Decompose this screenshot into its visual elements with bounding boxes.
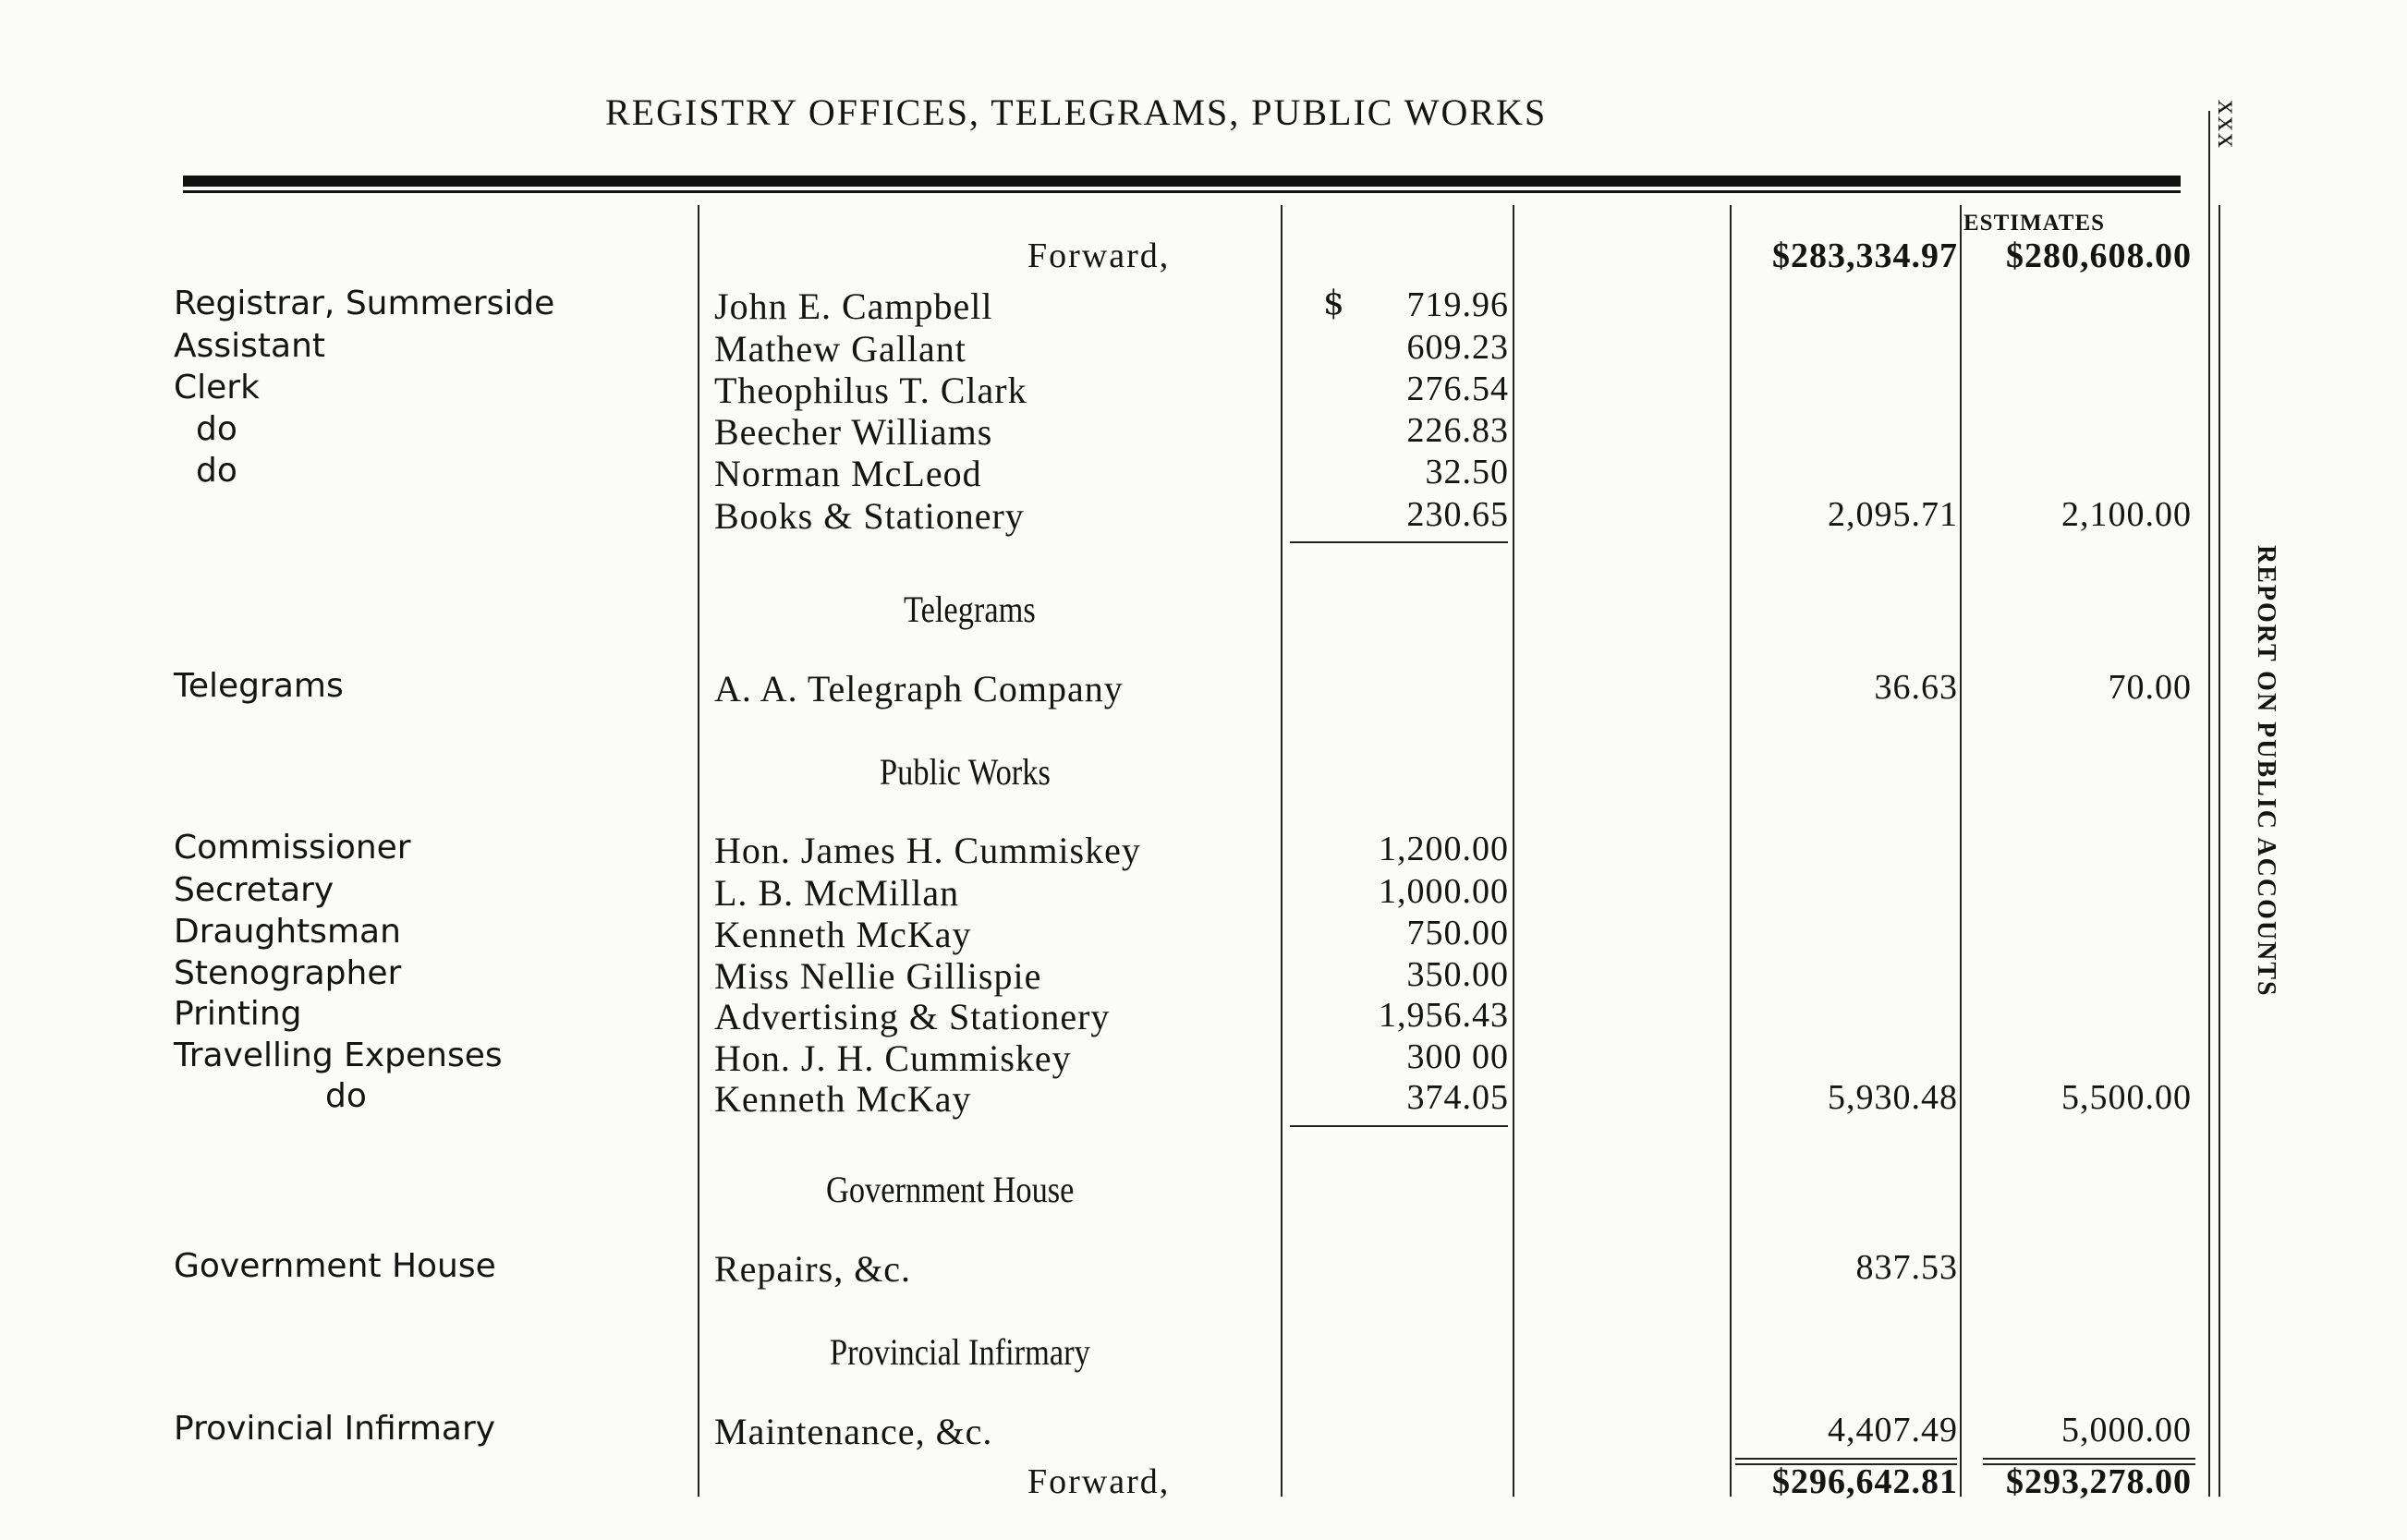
position-cell: Assistant	[174, 327, 326, 365]
table-row	[0, 410, 2407, 453]
total-cell: 837.53	[1855, 1248, 1958, 1287]
estimate-cell: 2,100.00	[2061, 495, 2192, 534]
subtotal-rule	[1290, 1125, 1508, 1127]
table-row	[0, 829, 2407, 871]
table-row	[0, 913, 2407, 955]
payee-cell: Hon. James H. Cummiskey	[714, 830, 1141, 871]
table-row	[0, 667, 2407, 709]
forward-top-row	[0, 236, 2407, 278]
payee-cell: L. B. McMillan	[714, 872, 960, 914]
payee-cell: Advertising & Stationery	[714, 996, 1111, 1037]
position-cell: Telegrams	[174, 667, 344, 705]
payee-cell: Hon. J. H. Cummiskey	[714, 1037, 1072, 1079]
total-cell: 5,930.48	[1828, 1078, 1958, 1117]
table-row	[0, 285, 2407, 327]
amount-cell: 276.54	[1406, 370, 1509, 408]
amount-cell: 230.65	[1406, 495, 1509, 534]
estimate-cell: 5,000.00	[2061, 1411, 2192, 1449]
forward-bottom-row	[0, 1461, 2407, 1504]
table-row	[0, 1247, 2407, 1290]
forward-total: $296,642.81	[1772, 1462, 1958, 1501]
payee-cell: Norman McLeod	[714, 453, 982, 494]
amount-cell: 1,956.43	[1379, 996, 1509, 1035]
position-cell: Commissioner	[174, 829, 411, 867]
subtotal-rule	[1290, 541, 1508, 543]
header-rule-thin	[183, 190, 2181, 193]
position-cell: Provincial Infirmary	[174, 1410, 496, 1448]
amount-cell: 1,000.00	[1379, 872, 1509, 911]
forward-total: $283,334.97	[1772, 236, 1958, 275]
page-title: REGISTRY OFFICES, TELEGRAMS, PUBLIC WORKS	[605, 91, 1548, 133]
amount-cell: 300 00	[1406, 1037, 1509, 1076]
header-rule-thick	[183, 176, 2181, 187]
payee-cell: Theophilus T. Clark	[714, 370, 1027, 411]
position-cell: Stenographer	[174, 954, 402, 992]
section-heading: Provincial Infirmary	[830, 1331, 1090, 1373]
table-row	[0, 954, 2407, 997]
table-row	[0, 995, 2407, 1037]
forward-estimate: $293,278.00	[2006, 1462, 2192, 1501]
table-row	[0, 327, 2407, 370]
total-cell: 2,095.71	[1828, 495, 1958, 534]
amount-cell: 719.96	[1406, 285, 1509, 324]
table-row	[0, 452, 2407, 494]
amount-cell: 32.50	[1425, 453, 1509, 491]
amount-cell: 609.23	[1406, 328, 1509, 367]
amount-cell: 226.83	[1406, 411, 1509, 450]
position-cell: Registrar, Summerside	[174, 285, 555, 322]
position-cell: Travelling Expenses	[174, 1037, 503, 1074]
section-heading: Public Works	[880, 751, 1051, 793]
position-cell: Government House	[174, 1247, 496, 1285]
payee-cell: Miss Nellie Gillispie	[714, 955, 1042, 997]
payee-cell: Books & Stationery	[714, 495, 1025, 537]
table-row	[0, 369, 2407, 411]
payee-cell: A. A. Telegraph Company	[714, 668, 1124, 709]
forward-label: Forward,	[1027, 236, 1171, 275]
payee-cell: John E. Campbell	[714, 285, 993, 327]
estimate-cell: 5,500.00	[2061, 1078, 2192, 1117]
position-cell: Draughtsman	[174, 913, 401, 951]
table-row	[0, 1410, 2407, 1452]
forward-label: Forward,	[1027, 1462, 1171, 1501]
section-heading: Government House	[826, 1169, 1075, 1210]
position-cell: Printing	[174, 995, 302, 1033]
dollar-sign: $	[1323, 285, 1344, 322]
table-row	[0, 494, 2407, 537]
payee-cell: Kenneth McKay	[714, 1078, 972, 1120]
position-cell: do	[196, 410, 237, 448]
position-cell: do	[196, 452, 237, 490]
payee-cell: Maintenance, &c.	[714, 1411, 993, 1452]
position-cell: do	[325, 1077, 367, 1115]
payee-cell: Beecher Williams	[714, 411, 993, 453]
position-cell: Clerk	[174, 369, 260, 406]
payee-cell: Mathew Gallant	[714, 328, 966, 370]
position-cell: Secretary	[174, 871, 334, 909]
total-rule-upper	[1735, 1458, 1957, 1460]
total-cell: 36.63	[1874, 668, 1958, 707]
section-heading: Telegrams	[904, 588, 1036, 630]
amount-cell: 374.05	[1406, 1078, 1509, 1117]
estimate-cell: 70.00	[2108, 668, 2192, 707]
page-number: xxx	[2212, 100, 2245, 150]
estimates-header: ESTIMATES	[1963, 211, 2106, 236]
payee-cell: Repairs, &c.	[714, 1248, 912, 1290]
table-row	[0, 1077, 2407, 1120]
table-row	[0, 871, 2407, 914]
amount-cell: 350.00	[1406, 955, 1509, 994]
amount-cell: 750.00	[1406, 914, 1509, 952]
total-cell: 4,407.49	[1828, 1411, 1958, 1449]
amount-cell: 1,200.00	[1379, 830, 1509, 868]
forward-estimate: $280,608.00	[2006, 236, 2192, 275]
payee-cell: Kenneth McKay	[714, 914, 972, 955]
estimate-rule-upper	[1983, 1458, 2195, 1460]
running-side-title: REPORT ON PUBLIC ACCOUNTS	[2252, 545, 2280, 998]
table-row	[0, 1037, 2407, 1079]
